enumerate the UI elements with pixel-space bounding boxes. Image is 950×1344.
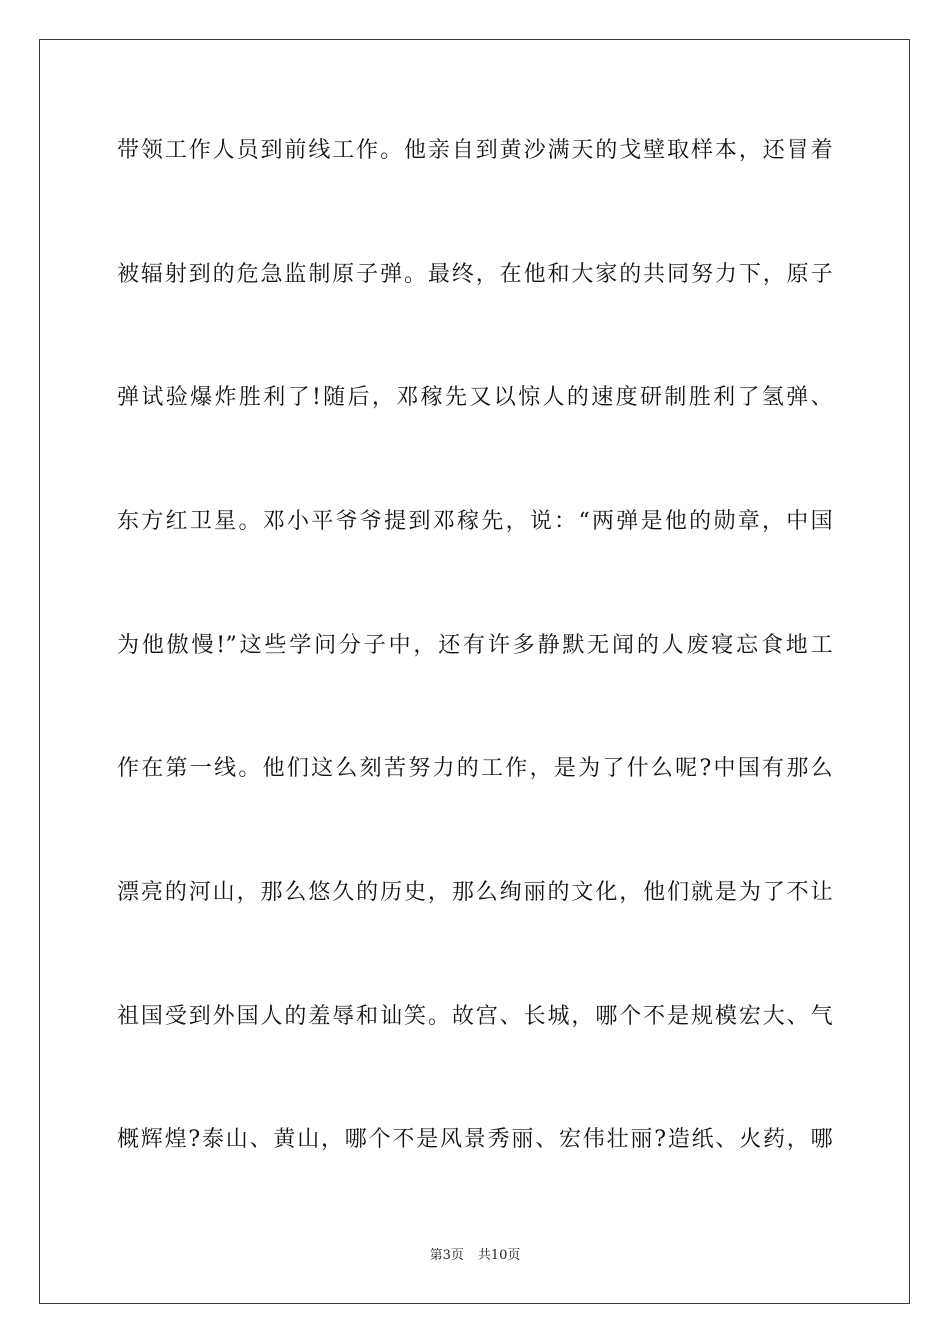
text-line: 概辉煌?泰山、黄山，哪个不是风景秀丽、宏伟壮丽?造纸、火药，哪 <box>117 1127 833 1152</box>
text-line: 带领工作人员到前线工作。他亲自到黄沙满天的戈壁取样本，还冒着 <box>117 138 833 163</box>
text-line: 漂亮的河山，那么悠久的历史，那么绚丽的文化，他们就是为了不让 <box>117 880 833 905</box>
page-total: 共10页 <box>477 1248 521 1263</box>
page-number: 第3页 <box>429 1248 464 1263</box>
text-line: 作在第一线。他们这么刻苦努力的工作，是为了什么呢?中国有那么 <box>117 756 833 781</box>
page-border <box>39 39 910 1304</box>
text-line: 祖国受到外国人的羞辱和讪笑。故宫、长城，哪个不是规模宏大、气 <box>117 1004 833 1029</box>
text-line: 弹试验爆炸胜利了!随后，邓稼先又以惊人的速度研制胜利了氢弹、 <box>117 385 833 410</box>
text-line: 东方红卫星。邓小平爷爷提到邓稼先，说：“两弹是他的勋章，中国 <box>117 509 833 534</box>
page-footer <box>0 1247 950 1265</box>
text-line: 被辐射到的危急监制原子弹。最终，在他和大家的共同努力下，原子 <box>117 262 833 287</box>
text-line: 为他傲慢!”这些学问分子中，还有许多静默无闻的人废寝忘食地工 <box>117 633 833 658</box>
